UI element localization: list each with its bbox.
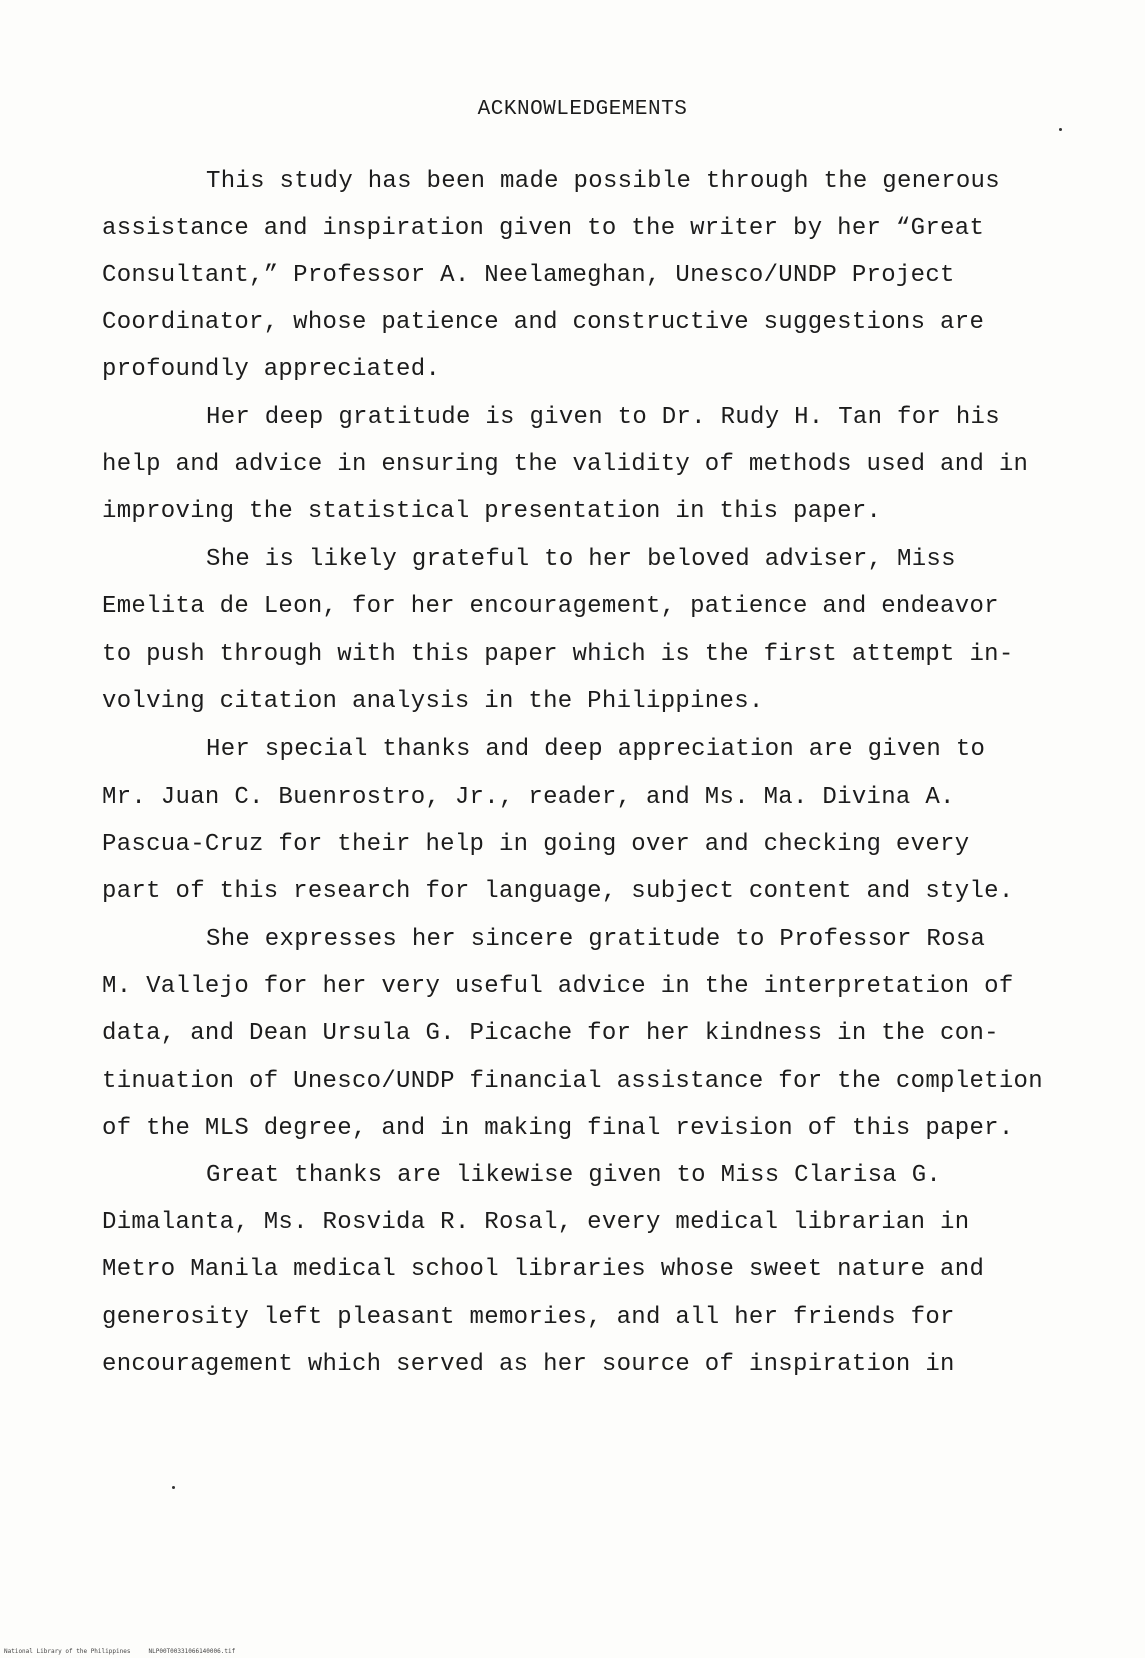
text-line: Great thanks are likewise given to Miss Clarisa G. (206, 1162, 942, 1189)
text-line: volving citation analysis in the Philippines. (102, 688, 764, 715)
text-line: encouragement which served as her source of inspiration in (102, 1351, 955, 1378)
text-line: Dimalanta, Ms. Rosvida R. Rosal, every medical librarian in (102, 1209, 970, 1236)
text-line: assistance and inspiration given to the writer by her “Great (102, 215, 985, 242)
text-line: part of this research for language, subject content and style. (102, 878, 1014, 905)
text-line: Coordinator, whose patience and constructive suggestions are (102, 309, 985, 336)
text-line: improving the statistical presentation in this paper. (102, 498, 882, 525)
text-line: This study has been made possible through the generous (206, 168, 1000, 195)
text-line: Her deep gratitude is given to Dr. Rudy H. Tan for his (206, 404, 1000, 431)
text-line: tinuation of Unesco/UNDP financial assistance for the completion (102, 1068, 1043, 1095)
text-line: Mr. Juan C. Buenrostro, Jr., reader, and Ms. Ma. Divina A. (102, 784, 955, 811)
text-line: Consultant,” Professor A. Neelameghan, Unesco/UNDP Project (102, 262, 955, 289)
scan-speck (1059, 128, 1062, 131)
scan-speck (172, 1486, 175, 1489)
text-line: help and advice in ensuring the validity of methods used and in (102, 451, 1029, 478)
text-line: She expresses her sincere gratitude to Professor Rosa (206, 926, 986, 953)
text-line: Pascua-Cruz for their help in going over and checking every (102, 831, 970, 858)
page-title: ACKNOWLEDGEMENTS (477, 98, 688, 121)
text-line: profoundly appreciated. (102, 356, 441, 383)
scan-footer: National Library of the Philippines NLP00T00331066140006.tif (4, 1648, 236, 1655)
text-line: M. Vallejo for her very useful advice in the interpretation of (102, 973, 1014, 1000)
text-line: She is likely grateful to her beloved adviser, Miss (206, 546, 956, 573)
text-line: generosity left pleasant memories, and all her friends for (102, 1304, 955, 1331)
text-line: to push through with this paper which is the first attempt in- (102, 641, 1014, 668)
text-line: data, and Dean Ursula G. Picache for her kindness in the con- (102, 1020, 999, 1047)
text-line: of the MLS degree, and in making final revision of this paper. (102, 1115, 1014, 1142)
text-line: Emelita de Leon, for her encouragement, patience and endeavor (102, 593, 999, 620)
text-line: Her special thanks and deep appreciation are given to (206, 736, 986, 763)
text-line: Metro Manila medical school libraries whose sweet nature and (102, 1256, 985, 1283)
